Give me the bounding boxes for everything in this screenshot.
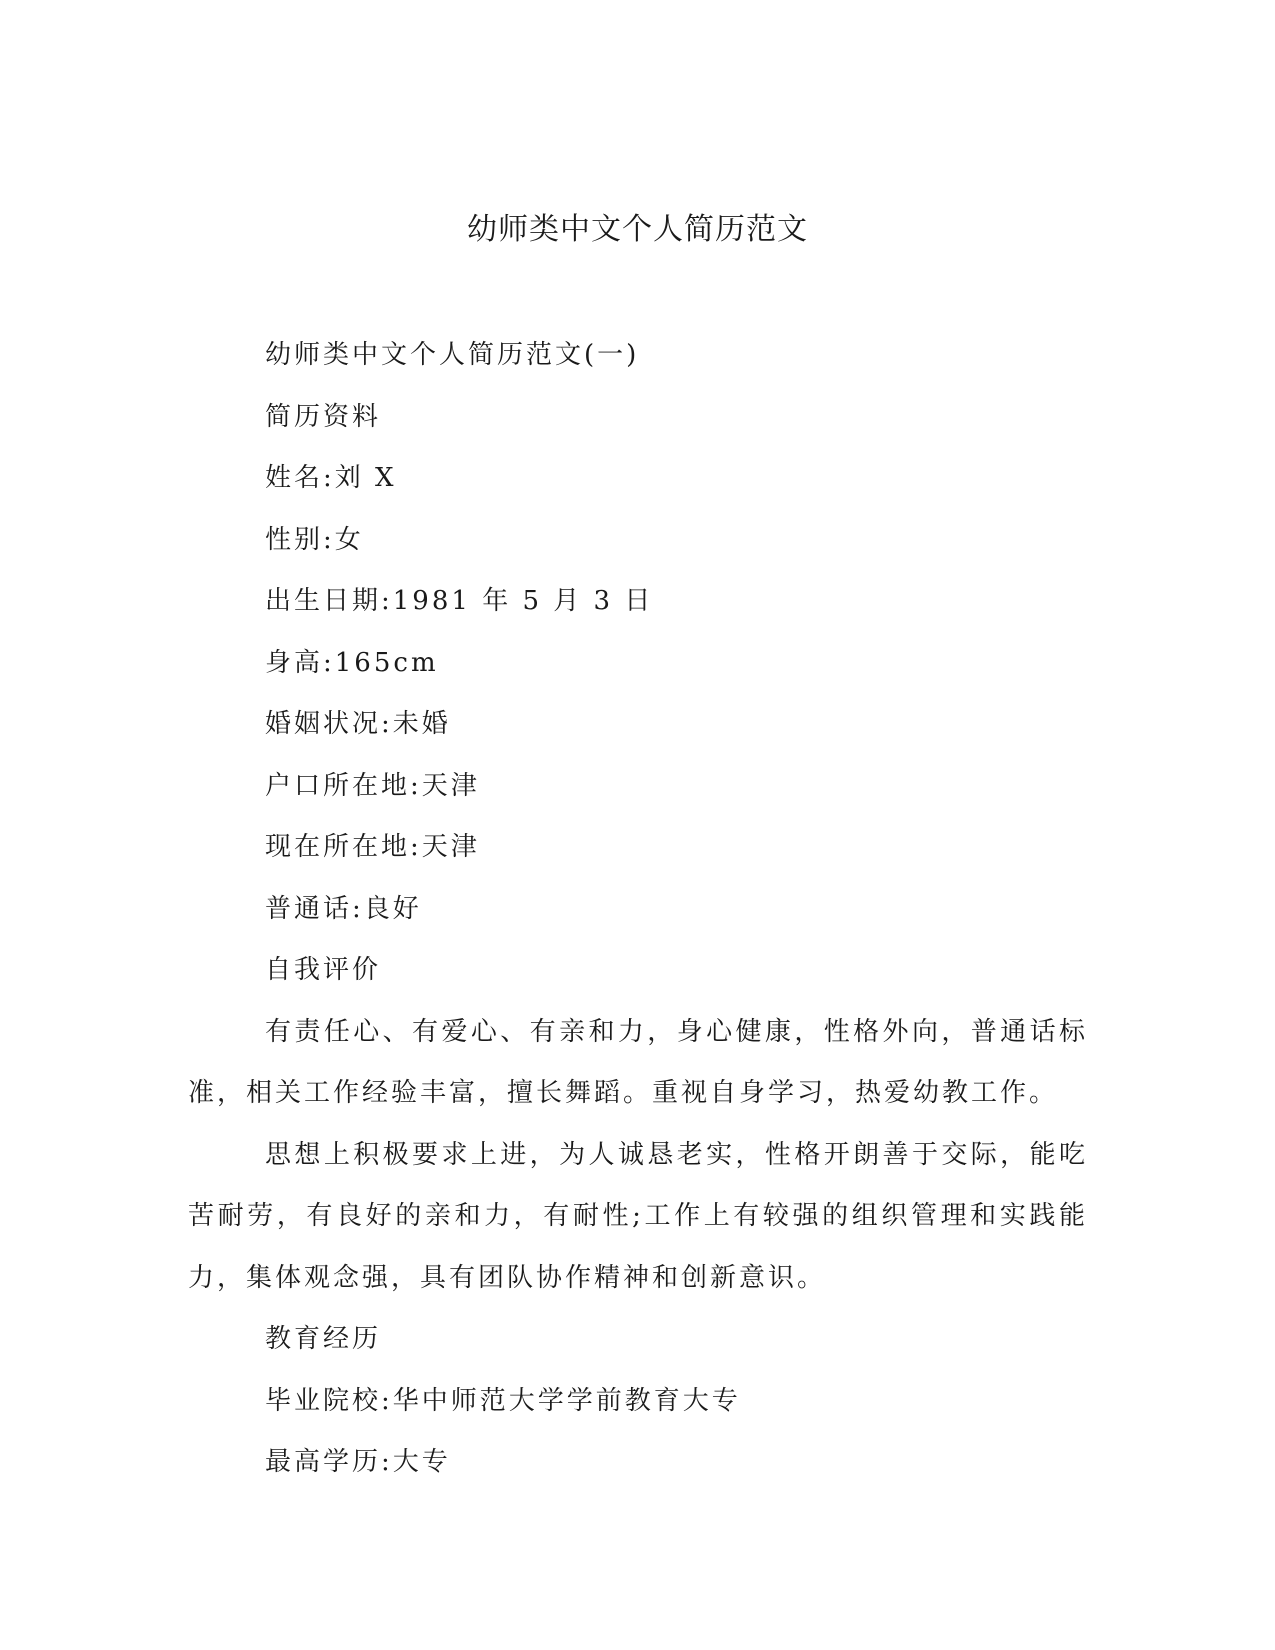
field-birth-date: 出生日期:1981 年 5 月 3 日 <box>265 586 654 616</box>
section-heading-education: 教育经历 <box>265 1324 382 1354</box>
section-heading-self-evaluation: 自我评价 <box>265 955 382 985</box>
field-name: 姓名:刘 X <box>265 463 397 493</box>
self-evaluation-paragraph-1: 有责任心、有爱心、有亲和力，身心健康，性格外向，普通话标准，相关工作经验丰富，擅长舞蹈。重视自身学习，热爱幼教工作。 <box>188 1016 1088 1108</box>
resume-subtitle: 幼师类中文个人简历范文(一) <box>265 340 640 370</box>
field-marital-status: 婚姻状况:未婚 <box>265 709 451 739</box>
field-mandarin: 普通话:良好 <box>265 893 422 924</box>
document-body <box>188 325 1088 1494</box>
field-school: 毕业院校:华中师范大学学前教育大专 <box>265 1385 741 1416</box>
field-hukou: 户口所在地:天津 <box>265 770 480 801</box>
field-gender: 性别:女 <box>265 524 364 555</box>
field-degree: 最高学历:大专 <box>265 1447 451 1477</box>
field-height: 身高:165cm <box>265 647 439 678</box>
field-current-location: 现在所在地:天津 <box>265 832 480 862</box>
section-heading-resume: 简历资料 <box>265 401 382 432</box>
self-evaluation-paragraph-2: 思想上积极要求上进，为人诚恳老实，性格开朗善于交际，能吃苦耐劳，有良好的亲和力，有耐性;工作上有较强的组织管理和实践能力，集体观念强，具有团队协作精神和创新意识。 <box>188 1139 1088 1293</box>
document-title: 幼师类中文个人简历范文 <box>467 212 808 247</box>
